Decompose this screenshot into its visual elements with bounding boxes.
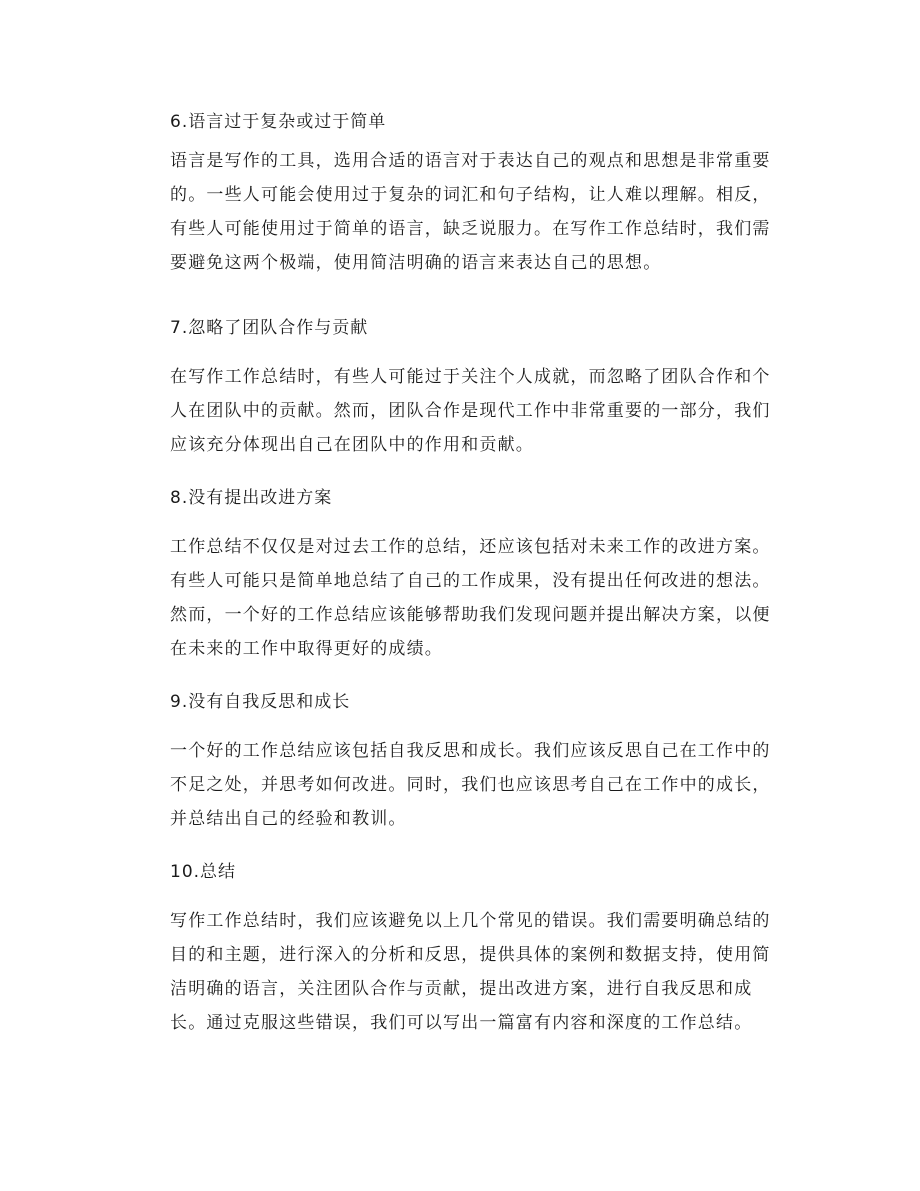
section-heading-9: 9.没有自我反思和成长 bbox=[170, 692, 351, 712]
section-body-9: 一个好的工作总结应该包括自我反思和成长。我们应该反思自己在工作中的不足之处，并思考如何改进。同时，我们也应该思考自己在工作中的成长，并总结出自己的经验和教训。 bbox=[170, 741, 771, 829]
section-body-7: 在写作工作总结时，有些人可能过于关注个人成就，而忽略了团队合作和个人在团队中的贡献。然而，团队合作是现代工作中非常重要的一部分，我们应该充分体现出自己在团队中的作用和贡献。 bbox=[170, 367, 771, 455]
section-heading-6: 6.语言过于复杂或过于简单 bbox=[170, 112, 387, 132]
section-heading-8: 8.没有提出改进方案 bbox=[170, 488, 333, 508]
section-heading-7: 7.忽略了团队合作与贡献 bbox=[170, 318, 369, 338]
section-body-10: 写作工作总结时，我们应该避免以上几个常见的错误。我们需要明确总结的目的和主题，进行深入的分析和反思，提供具体的案例和数据支持，使用简洁明确的语言，关注团队合作与贡献，提出改进方案，进行自我反思和成长。通过克服这些错误，我们可以写出一篇富有内容和深度的工作总结。 bbox=[170, 911, 771, 1033]
section-body-8: 工作总结不仅仅是对过去工作的总结，还应该包括对未来工作的改进方案。有些人可能只是简单地总结了自己的工作成果，没有提出任何改进的想法。然而，一个好的工作总结应该能够帮助我们发现问题并提出解决方案，以便在未来的工作中取得更好的成绩。 bbox=[170, 537, 771, 659]
section-body-6: 语言是写作的工具，选用合适的语言对于表达自己的观点和思想是非常重要的。一些人可能会使用过于复杂的词汇和句子结构，让人难以理解。相反，有些人可能使用过于简单的语言，缺乏说服力。在写作工作总结时，我们需要避免这两个极端，使用简洁明确的语言来表达自己的思想。 bbox=[170, 151, 771, 273]
section-heading-10: 10.总结 bbox=[170, 862, 237, 882]
